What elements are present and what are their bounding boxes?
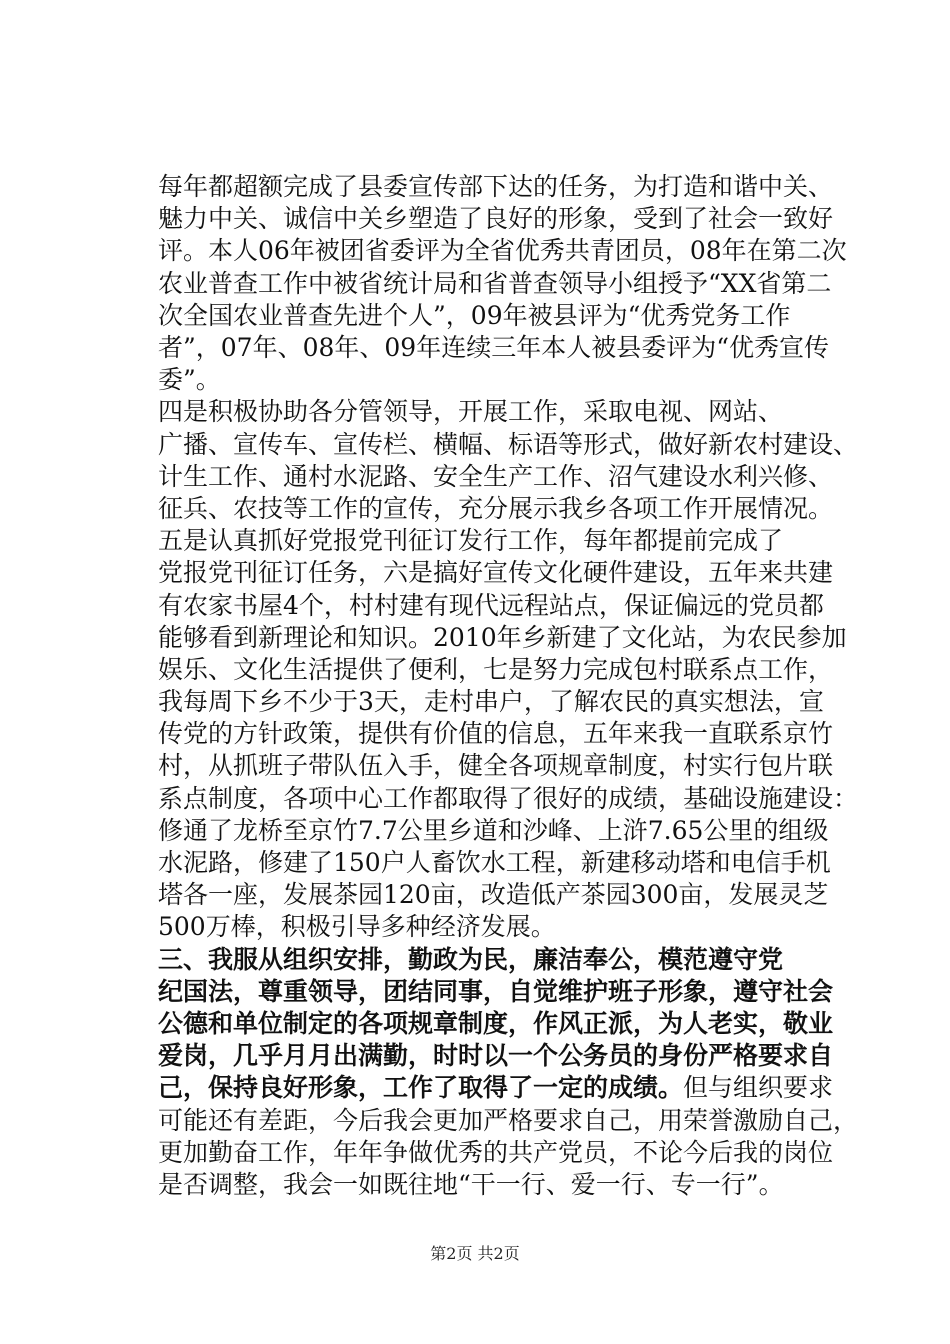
text-line: 魅力中关、诚信中关乡塑造了良好的形象，受到了社会一致好 — [158, 204, 834, 233]
text-line-mixed — [158, 1073, 858, 1103]
text-line-last: 是否调整，我会一如既往地“干一行、爱一行、专一行”。 — [158, 1170, 784, 1199]
text-line: 可能还有差距，今后我会更加严格要求自己，用荣誉激励自己， — [158, 1106, 858, 1135]
text-line: 修通了龙桥至京竹7.7公里乡道和沙峰、上浒7.65公里的组级 — [158, 816, 829, 845]
text-line: 评。本人06年被团省委评为全省优秀共青团员，08年在第二次 — [158, 236, 847, 265]
text-line: 有农家书屋4个，村村建有现代远程站点，保证偏远的党员都 — [158, 591, 824, 620]
text-line: 党报党刊征订任务，六是搞好宣传文化硬件建设，五年来共建 — [158, 558, 834, 587]
text-line-bold: 爱岗，几乎月月出满勤，时时以一个公务员的身份严格要求自 — [158, 1041, 834, 1070]
text-line: 系点制度，各项中心工作都取得了很好的成绩，基础设施建设： — [158, 784, 858, 813]
text-line: 计生工作、通村水泥路、安全生产工作、沼气建设水利兴修、 — [158, 462, 834, 491]
text-line: 次全国农业普查先进个人”，09年被县评为“优秀党务工作 — [158, 301, 791, 330]
text-line: 者”，07年、08年、09年连续三年本人被县委评为“优秀宣传 — [158, 333, 829, 362]
text-line: 500万棒，积极引导多种经济发展。 — [158, 912, 556, 941]
text-line: 水泥路，修建了150户人畜饮水工程，新建移动塔和电信手机 — [158, 848, 831, 877]
text-line: 村，从抓班子带队伍入手，健全各项规章制度，村实行包片联 — [158, 751, 834, 780]
text-line: 每年都超额完成了县委宣传部下达的任务，为打造和谐中关、 — [158, 172, 834, 201]
text-line: 农业普查工作中被省统计局和省普查领导小组授予“XX省第二 — [158, 269, 832, 298]
text-line: 传党的方针政策，提供有价值的信息，五年来我一直联系京竹 — [158, 719, 834, 748]
text-line: 四是积极协助各分管领导，开展工作，采取电视、网站、 — [158, 397, 784, 426]
text-line: 征兵、农技等工作的宣传，充分展示我乡各项工作开展情况。 — [158, 494, 834, 523]
text-line-bold: 纪国法，尊重领导，团结同事，自觉维护班子形象，遵守社会 — [158, 977, 834, 1006]
text-line: 塔各一座，发展茶园120亩，改造低产茶园300亩，发展灵芝 — [158, 880, 829, 909]
text-line: 娱乐、文化生活提供了便利，七是努力完成包村联系点工作， — [158, 655, 834, 684]
text-line: 委”。 — [158, 365, 221, 394]
page-number: 第2页 共2页 — [430, 1244, 520, 1263]
text-line: 我每周下乡不少于3天，走村串户，了解农民的真实想法，宣 — [158, 687, 824, 716]
bold-segment: 己，保持良好形象，工作了取得了一定的成绩。 — [158, 1073, 684, 1102]
text-line-bold: 三、我服从组织安排，勤政为民，廉洁奉公，模范遵守党 — [158, 945, 784, 974]
text-line: 能够看到新理论和知识。2010年乡新建了文化站，为农民参加 — [158, 623, 847, 652]
text-line: 更加勤奋工作，年年争做优秀的共产党员，不论今后我的岗位 — [158, 1138, 834, 1167]
normal-segment: 但与组织要求 — [683, 1073, 834, 1102]
text-line: 五是认真抓好党报党刊征订发行工作，每年都提前完成了 — [158, 526, 784, 555]
text-line: 广播、宣传车、宣传栏、横幅、标语等形式，做好新农村建设、 — [158, 430, 858, 459]
text-line-bold: 公德和单位制定的各项规章制度，作风正派，为人老实，敬业 — [158, 1009, 834, 1038]
